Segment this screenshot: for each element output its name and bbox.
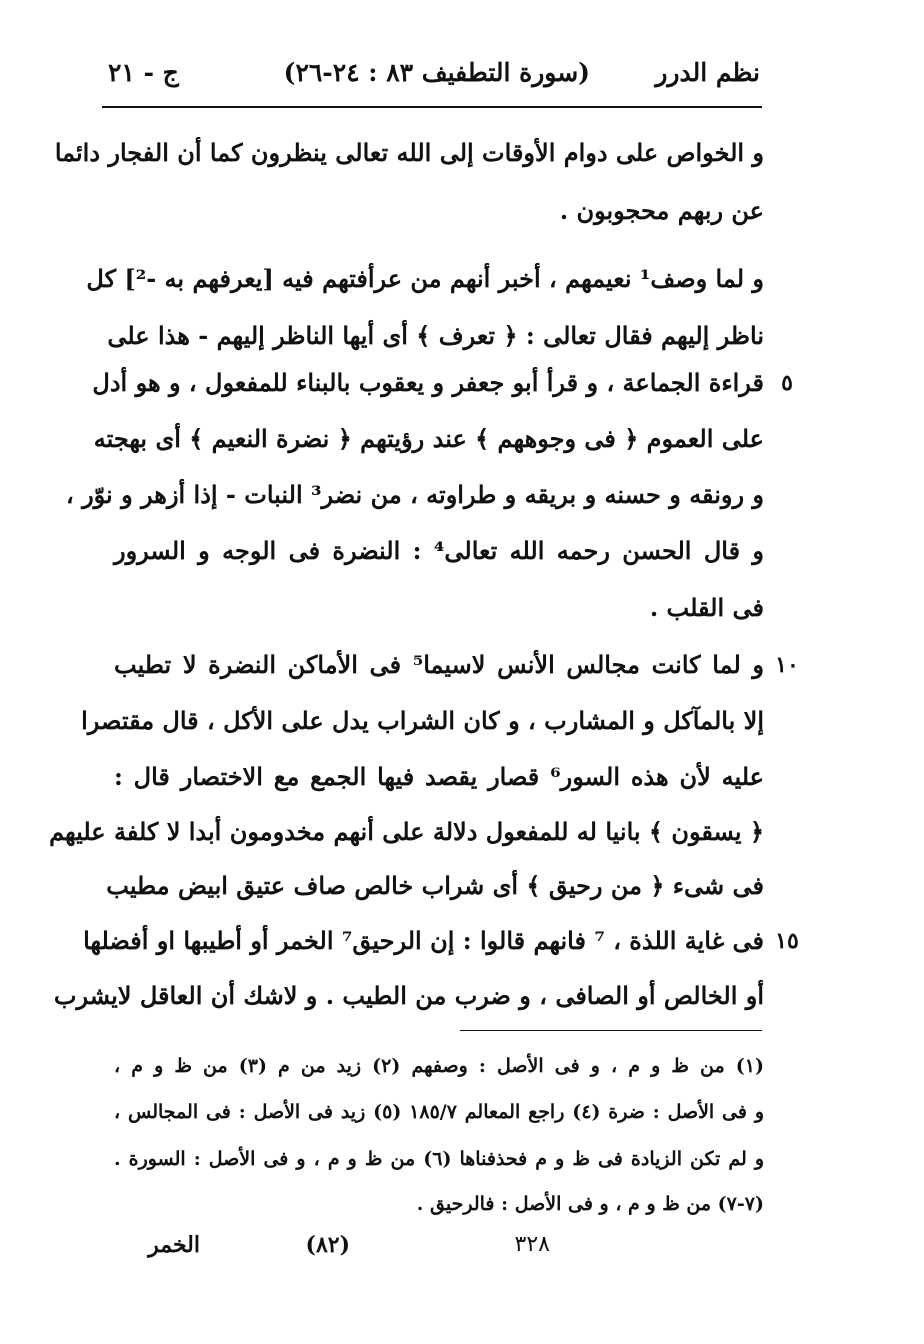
- footnote-line: و لم تكن الزيادة فى ظ و م فحذفناها (٦) من ظ و م ، و فى الأصل : السورة .: [114, 1148, 764, 1170]
- margin-line-number: ١٠: [775, 652, 799, 678]
- body-line: إلا بالمآكل و المشارب ، و كان الشراب يدل على الأكل ، قال مقتصرا: [81, 706, 764, 735]
- body-line: قراءة الجماعة ، و قرأ أبو جعفر و يعقوب بالبناء للمفعول ، و هو أدل: [92, 368, 764, 397]
- book-title: نظم الدرر: [655, 58, 760, 87]
- page-number: ٣٢٨: [514, 1232, 550, 1257]
- footnote-rule: [460, 1030, 762, 1031]
- body-line: عليه لأن هذه السور⁶ قصار يقصد فيها الجمع مع الاختصار قال :: [114, 762, 764, 791]
- page-header: [100, 58, 760, 104]
- body-line: و الخواص على دوام الأوقات إلى الله تعالى ينظرون كما أن الفجار دائما: [54, 138, 764, 167]
- body-line: فى غاية اللذة ، ⁷ فانهم قالوا : إن الرحيق⁷ الخمر أو أطيبها او أفضلها: [83, 926, 764, 955]
- footnote-line: (١) من ظ و م ، و فى الأصل : وصفهم (٢) زيد من م (٣) من ظ و م ،: [114, 1055, 764, 1077]
- body-line: على العموم ﴿ فى وجوههم ﴾ عند رؤيتهم ﴿ نضرة النعيم ﴾ أى بهجته: [93, 424, 764, 453]
- body-line: ﴿ يسقون ﴾ بانيا له للمفعول دلالة على أنهم مخدومون أبدا لا كلفة عليهم: [49, 817, 764, 846]
- body-line: أو الخالص أو الصافى ، و ضرب من الطيب . و لاشك أن العاقل لايشرب: [53, 981, 764, 1010]
- section-number: (٨٢): [305, 1232, 350, 1258]
- body-line: و رونقه و حسنه و بريقه و طراوته ، من نضر³ النبات - إذا أزهر و نوّر ،: [65, 480, 764, 509]
- page-footer: [100, 1232, 760, 1272]
- margin-line-number: ١٥: [775, 928, 799, 954]
- surah-reference: (سورة التطفيف ٨٣ : ٢٤-٢٦): [283, 58, 590, 87]
- body-line: و لما كانت مجالس الأنس لاسيما⁵ فى الأماكن النضرة لا تطيب: [114, 650, 765, 679]
- body-line: فى القلب .: [649, 593, 764, 622]
- footnote-line: (٧-٧) من ظ و م ، و فى الأصل : فالرحيق .: [416, 1193, 764, 1215]
- margin-line-number: ٥: [781, 370, 793, 396]
- header-rule: [102, 106, 762, 108]
- catchword: الخمر: [148, 1232, 200, 1258]
- footnote-line: و فى الأصل : ضرة (٤) راجع المعالم ١٨٥/٧ (٥) زيد فى الأصل : فى المجالس ،: [114, 1101, 764, 1123]
- volume-number: ج - ٢١: [108, 58, 179, 87]
- body-line: و قال الحسن رحمه الله تعالى⁴ : النضرة فى الوجه و السرور: [114, 536, 765, 565]
- body-line: فى شىء ﴿ من رحيق ﴾ أى شراب خالص صاف عتيق ابيض مطيب: [106, 871, 764, 900]
- body-line: و لما وصف¹ نعيمهم ، أخبر أنهم من عرأفتهم فيه [يعرفهم به -²] كل: [86, 264, 764, 293]
- body-line: ناظر إليهم فقال تعالى : ﴿ تعرف ﴾ أى أيها الناظر إليهم - هذا على: [107, 321, 764, 350]
- body-line: عن ربهم محجوبون .: [559, 196, 764, 225]
